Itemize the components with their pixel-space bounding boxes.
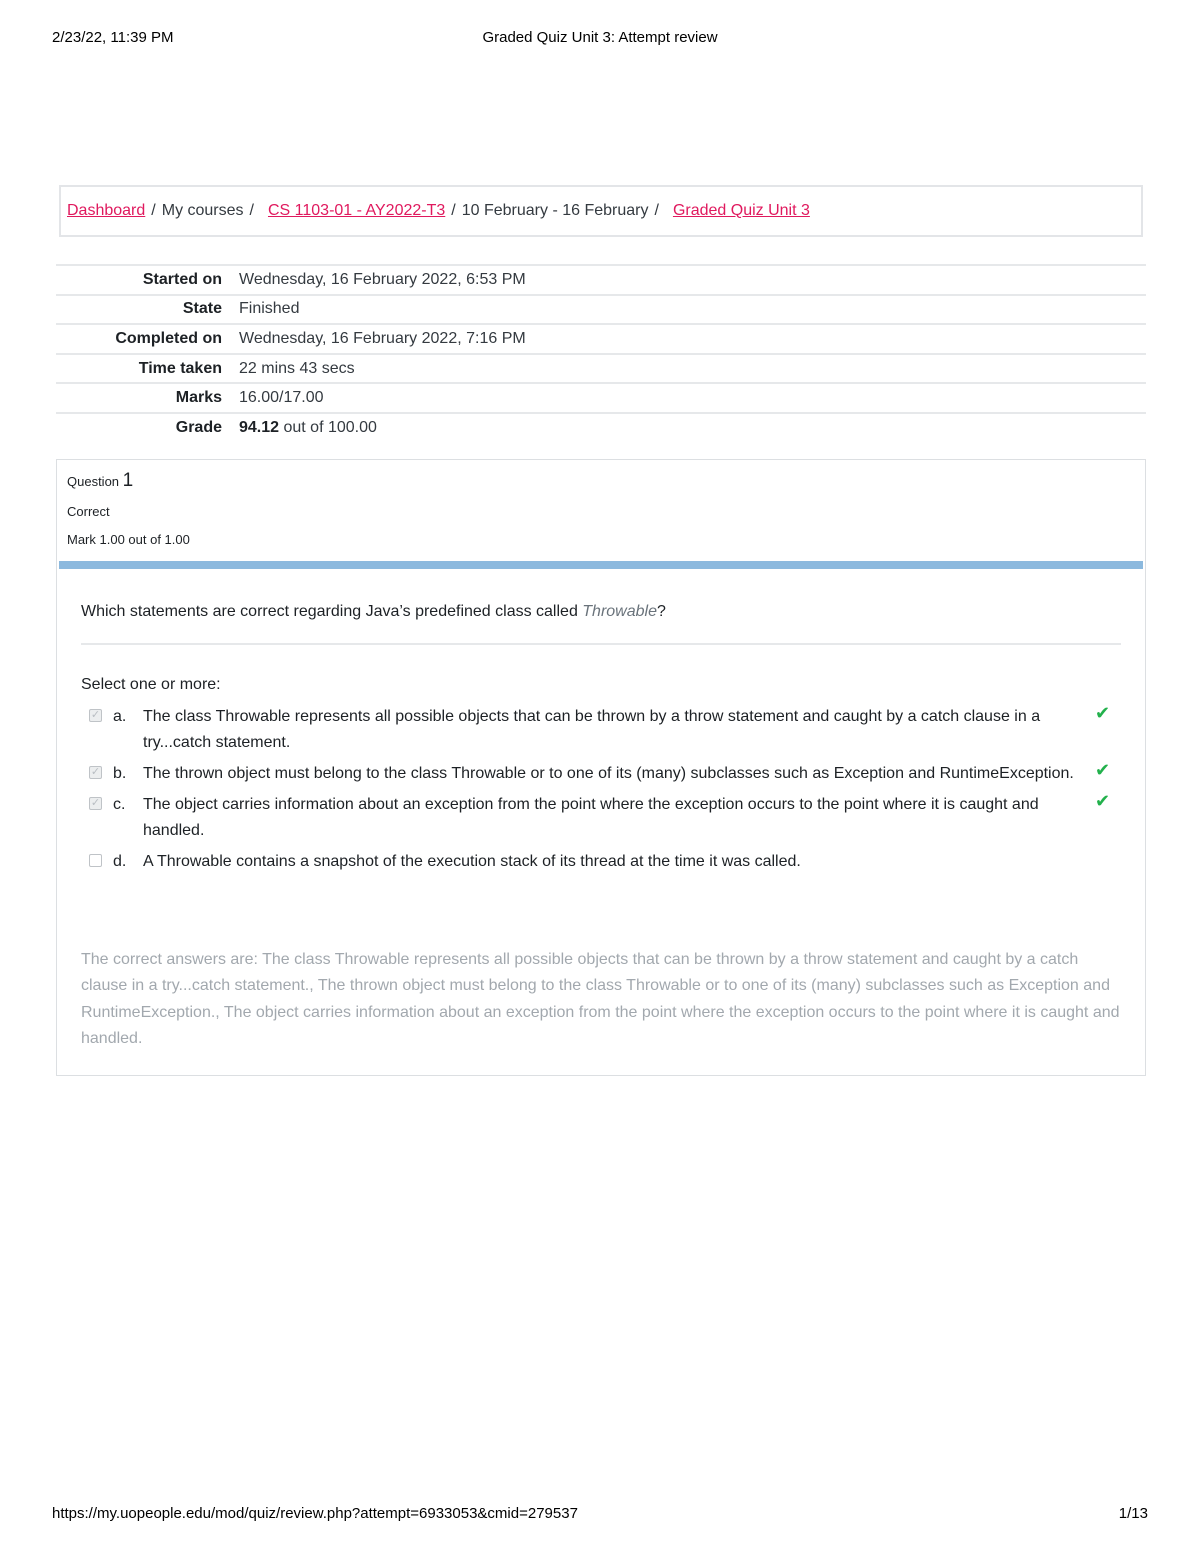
grade-label: Grade	[175, 419, 222, 437]
answer-letter: d.	[113, 853, 127, 870]
breadcrumb-my-courses: My courses	[161, 202, 244, 219]
right-answer-text: The correct answers are: The class Throwable represents all possible objects that can be thrown by a throw statement and caught by a catch clause in a try...catch statement., The thrown object must belong to the class Throwable or to one of its (many) subclasses such as Exception and RuntimeException., The object carries information about an exception from the point where the exception occurs to the point where it is caught and handled.	[81, 951, 1120, 1047]
answer-checkbox-unchecked[interactable]	[89, 854, 102, 867]
print-header	[52, 29, 1148, 49]
answer-option-c	[87, 792, 1127, 844]
question-text-end: ?	[656, 603, 666, 620]
question-feedback	[59, 933, 1143, 1073]
correct-check-icon: ✔	[1095, 760, 1111, 780]
summary-row-marks	[56, 383, 1146, 413]
summary-row-grade	[56, 413, 1146, 443]
answer-checkbox-checked[interactable]: ✓	[90, 709, 101, 721]
answer-checkbox-checked[interactable]: ✓	[90, 766, 101, 778]
question-text-main: Which statements are correct regarding Java’s predefined class called	[81, 603, 583, 620]
question-info	[67, 470, 190, 547]
question-divider	[81, 643, 1121, 645]
breadcrumb-dashboard-link[interactable]: Dashboard	[67, 202, 146, 219]
print-footer	[52, 1505, 1148, 1525]
summary-label: Started on	[142, 270, 222, 288]
summary-value: Wednesday, 16 February 2022, 7:16 PM	[239, 329, 526, 347]
attempt-summary-table	[56, 264, 1146, 443]
question-state: Correct	[67, 504, 110, 519]
summary-row-completed	[56, 324, 1146, 354]
breadcrumb-separator: /	[249, 202, 254, 219]
question-text	[81, 603, 666, 621]
question-label: Question	[67, 474, 120, 489]
answer-text: The object carries information about an exception from the point where the exception occurs to the point where it is caught and handled.	[143, 796, 1039, 839]
question-state-bar	[59, 561, 1143, 569]
breadcrumb-separator: /	[151, 202, 156, 219]
summary-row-time-taken	[56, 354, 1146, 384]
answer-letter: b.	[113, 765, 127, 782]
answer-letter: c.	[113, 796, 126, 813]
summary-row-started	[56, 265, 1146, 295]
answer-list	[87, 704, 1127, 880]
breadcrumb-separator: /	[654, 202, 659, 219]
answer-text: The class Throwable represents all possible objects that can be thrown by a throw statement and caught by a catch clause in a try...catch statement.	[143, 708, 1041, 751]
print-title: Graded Quiz Unit 3: Attempt review	[482, 29, 718, 46]
summary-label: Marks	[175, 389, 222, 407]
correct-check-icon: ✔	[1095, 703, 1111, 723]
breadcrumb-quiz-link[interactable]: Graded Quiz Unit 3	[672, 202, 810, 219]
answer-text: A Throwable contains a snapshot of the execution stack of its thread at the time it was called.	[143, 853, 801, 870]
question-block	[56, 459, 1146, 1076]
summary-label: Completed on	[115, 329, 222, 347]
summary-label: Time taken	[138, 359, 222, 377]
question-text-italic: Throwable	[582, 603, 657, 620]
summary-value: Finished	[239, 300, 300, 318]
answer-prompt: Select one or more:	[81, 676, 221, 693]
summary-value: 22 mins 43 secs	[239, 359, 355, 377]
summary-value: 16.00/17.00	[239, 389, 324, 407]
correct-check-icon: ✔	[1095, 791, 1111, 811]
answer-option-b	[87, 761, 1127, 787]
answer-checkbox-checked[interactable]: ✓	[90, 797, 101, 809]
question-number	[67, 470, 190, 492]
question-number-value: 1	[122, 470, 134, 491]
answer-letter: a.	[113, 708, 127, 725]
summary-value: Wednesday, 16 February 2022, 6:53 PM	[239, 270, 526, 288]
question-mark: Mark 1.00 out of 1.00	[67, 532, 190, 547]
print-datetime: 2/23/22, 11:39 PM	[52, 29, 174, 46]
summary-label: State	[182, 300, 222, 318]
grade-score: 94.12	[239, 419, 280, 437]
print-url: https://my.uopeople.edu/mod/quiz/review.php?attempt=6933053&cmid=279537	[52, 1505, 578, 1522]
summary-row-state	[56, 295, 1146, 325]
answer-text: The thrown object must belong to the class Throwable or to one of its (many) subclasses such as Exception and RuntimeException.	[143, 765, 1074, 782]
print-page-number: 1/13	[1118, 1505, 1148, 1522]
breadcrumb-bar	[59, 185, 1143, 237]
breadcrumb	[67, 202, 810, 220]
answer-option-d	[87, 849, 1127, 875]
breadcrumb-separator: /	[451, 202, 456, 219]
breadcrumb-course-link[interactable]: CS 1103-01 - AY2022-T3	[267, 202, 446, 219]
grade-value	[239, 413, 1146, 443]
answer-option-a	[87, 704, 1127, 756]
breadcrumb-week: 10 February - 16 February	[461, 202, 649, 219]
grade-out-of: out of 100.00	[279, 419, 377, 437]
